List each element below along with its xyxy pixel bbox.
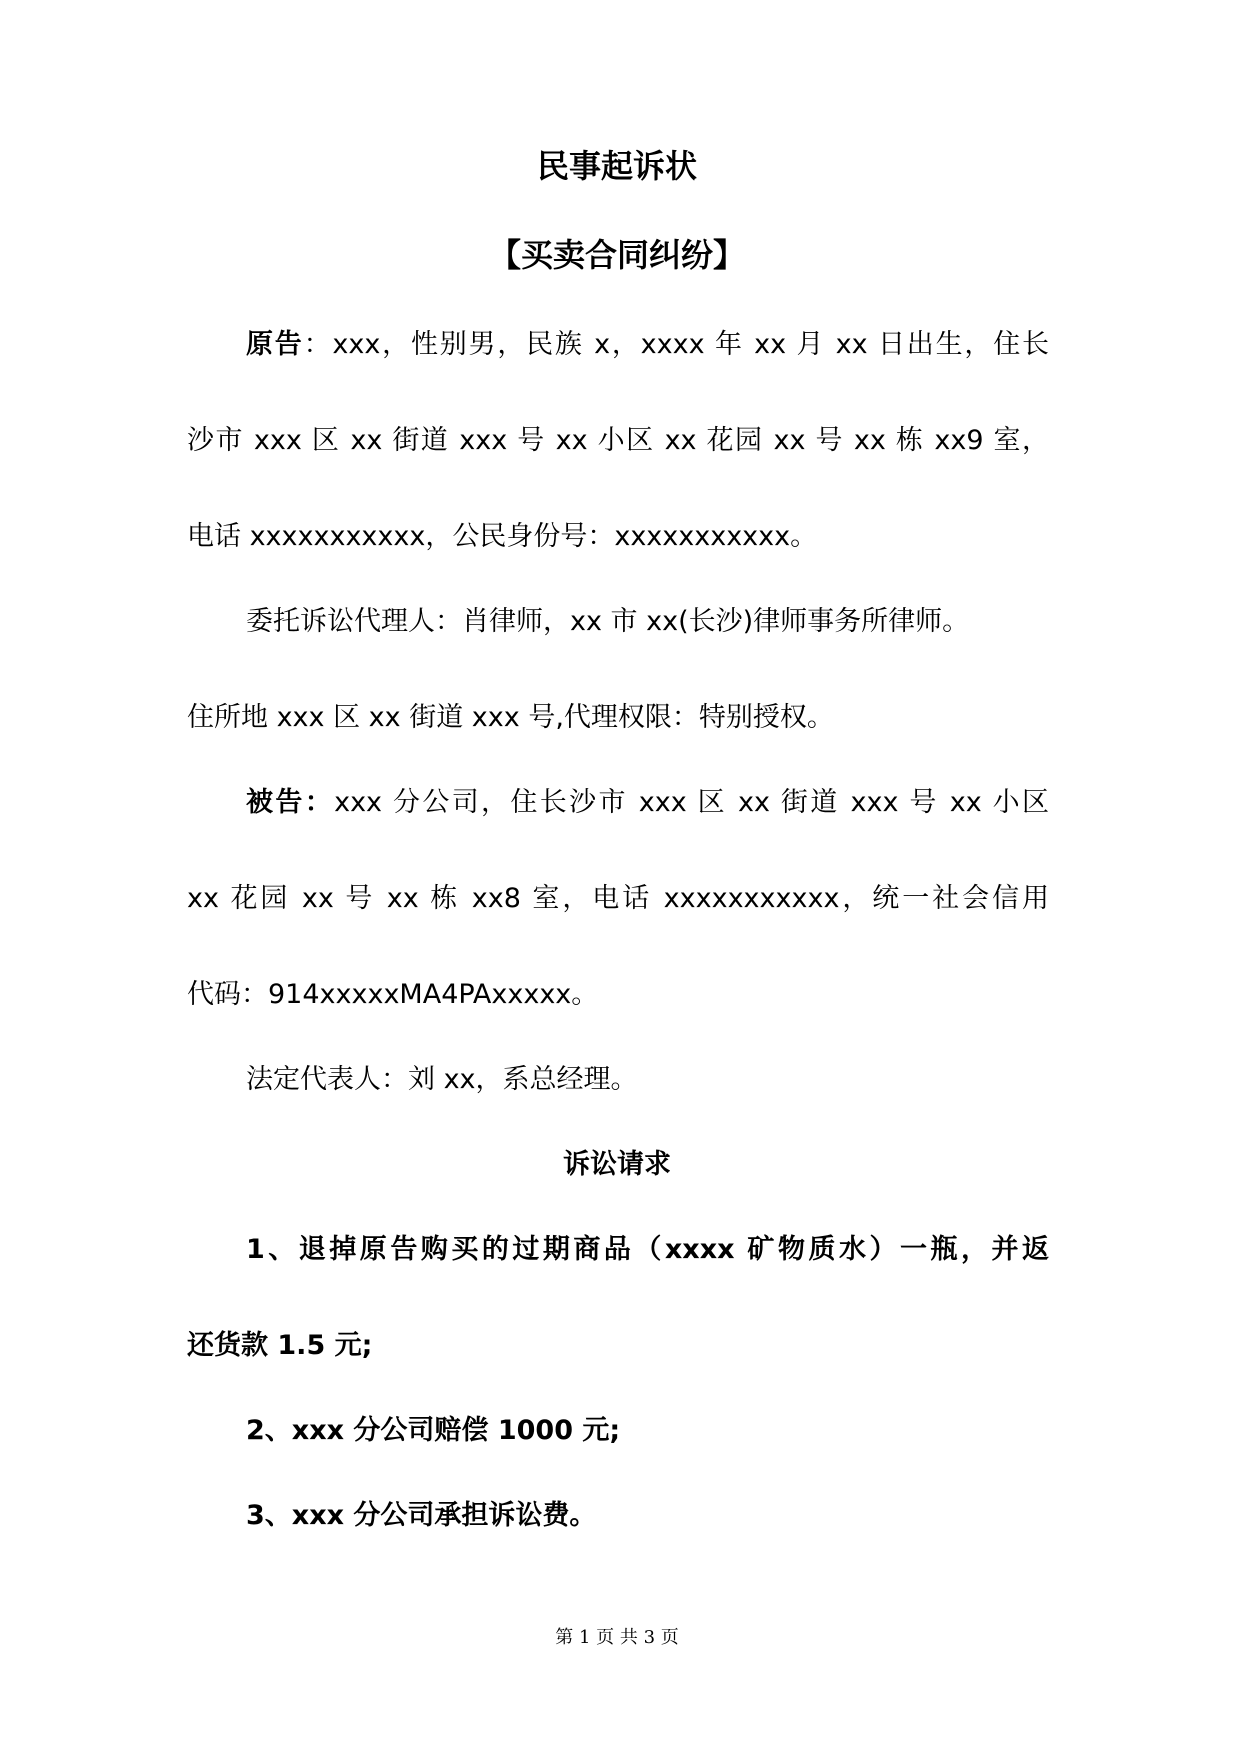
claim-3: 3、xxx 分公司承担诉讼费。	[246, 1500, 597, 1531]
claim-2: 2、xxx 分公司赔偿 1000 元;	[246, 1415, 621, 1446]
document-subtitle: 【买卖合同纠纷】	[488, 236, 745, 274]
defendant-paragraph-line-2: xx 花园 xx 号 xx 栋 xx8 室，电话 xxxxxxxxxxx，统一社会信用	[187, 883, 1049, 914]
plaintiff-paragraph-line-3: 电话 xxxxxxxxxxx，公民身份号：xxxxxxxxxxx。	[187, 521, 818, 552]
plaintiff-label: 原告	[246, 329, 304, 360]
agent-paragraph-line-2: 住所地 xxx 区 xx 街道 xxx 号,代理权限：特别授权。	[187, 702, 834, 733]
claim-1-line-2: 还货款 1.5 元;	[187, 1330, 373, 1361]
agent-paragraph-line-1: 委托诉讼代理人：肖律师，xx 市 xx(长沙)律师事务所律师。	[246, 606, 970, 637]
claim-1-line-1: 1、退掉原告购买的过期商品（xxxx 矿物质水）一瓶，并返	[246, 1234, 1049, 1265]
defendant-text-1: xxx 分公司，住长沙市 xxx 区 xx 街道 xxx 号 xx 小区	[334, 787, 1050, 818]
plaintiff-paragraph-line-1	[246, 327, 1049, 363]
legal-representative: 法定代表人：刘 xx，系总经理。	[246, 1064, 638, 1095]
defendant-paragraph-line-1	[246, 785, 1049, 821]
defendant-label: 被告：	[246, 787, 335, 818]
plaintiff-paragraph-line-2: 沙市 xxx 区 xx 街道 xxx 号 xx 小区 xx 花园 xx 号 xx 栋 xx9 室，	[187, 425, 1049, 456]
plaintiff-text-1: ：xxx，性别男，民族 x，xxxx 年 xx 月 xx 日出生，住长	[303, 329, 1049, 360]
claims-heading: 诉讼请求	[563, 1149, 671, 1180]
document-title: 民事起诉状	[536, 147, 697, 185]
defendant-paragraph-line-3: 代码：914xxxxxMA4PAxxxxx。	[187, 979, 599, 1010]
page-number-footer: 第 1 页 共 3 页	[555, 1627, 679, 1648]
